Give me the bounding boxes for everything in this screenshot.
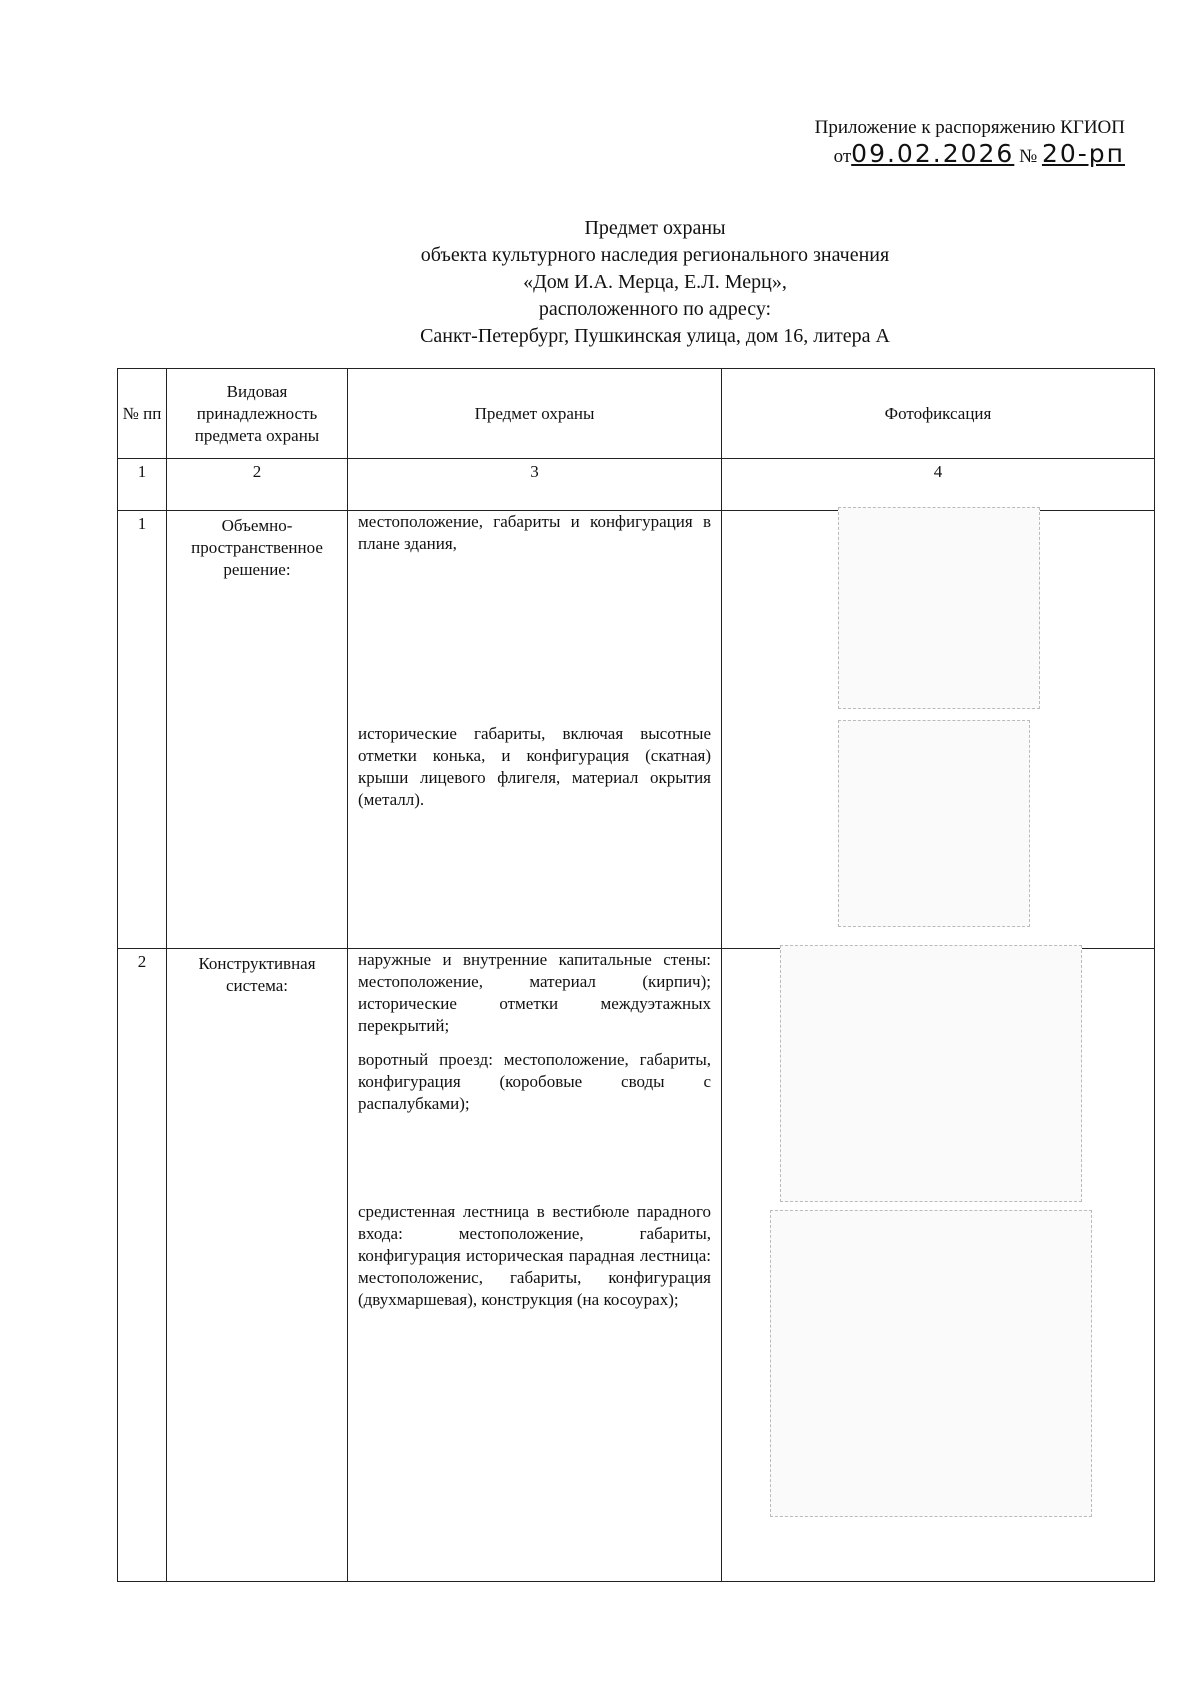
- column-number-row: [118, 459, 1155, 511]
- title-line-4: расположенного по адресу:: [538, 298, 772, 320]
- column-number: 2: [167, 459, 348, 511]
- header-cell-subject: Предмет охраны: [348, 369, 722, 459]
- appendix-header: [815, 115, 1125, 170]
- column-number: 1: [118, 459, 167, 511]
- column-number: 3: [348, 459, 722, 511]
- subject-item: местоположение, габариты и конфигурация в плане здания,: [358, 512, 711, 553]
- subject-item: воротный проезд: местоположение, габариты, конфигурация (коробовые своды с распалубками);: [358, 1050, 711, 1113]
- table-header-row: [118, 369, 1155, 459]
- row-kind: Объемно-пространственное решение:: [167, 511, 348, 949]
- date-value: 09.02.2026: [851, 139, 1015, 168]
- row-kind: Конструктивная система:: [167, 949, 348, 1582]
- header-cell-number: № пп: [118, 369, 167, 459]
- number-prefix: №: [1019, 146, 1038, 167]
- subject-item: исторические габариты, включая высотные отметки конька, и конфигурация (скатная) крыши лицевого флигеля, материал окрытия (металл).: [358, 724, 711, 809]
- header-cell-kind: Видовая принадлежность предмета охраны: [167, 369, 348, 459]
- title-line-3: «Дом И.А. Мерца, Е.Л. Мерц»,: [523, 271, 787, 293]
- appendix-line: Приложение к распоряжению КГИОП: [814, 117, 1125, 138]
- subject-item: средистенная лестница в вестибюле парадного входа: местоположение, габариты, конфигурация историческая парадная лестница: местоположенис, габариты, конфигурация (двухмаршевая), конструкция (на косоурах);: [358, 1202, 711, 1309]
- title-line-5: Санкт-Петербург, Пушкинская улица, дом 16, литера А: [420, 325, 890, 347]
- row-subject: [348, 511, 722, 949]
- photo: [838, 507, 1040, 709]
- subject-item: наружные и внутренние капитальные стены: местоположение, материал (кирпич); исторические отметки междуэтажных перекрытий;: [358, 950, 711, 1035]
- row-number: 1: [118, 511, 167, 949]
- title-line-1: Предмет охраны: [584, 217, 726, 239]
- photo: [780, 945, 1082, 1202]
- order-date-number: [815, 141, 1125, 170]
- photo: [770, 1210, 1092, 1517]
- header-cell-photo: Фотофиксация: [722, 369, 1155, 459]
- row-subject: [348, 949, 722, 1582]
- number-value: 20-рп: [1041, 139, 1125, 168]
- date-prefix: от: [833, 146, 852, 167]
- column-number: 4: [722, 459, 1155, 511]
- document-title: [0, 215, 1200, 350]
- photo: [838, 720, 1030, 927]
- row-number: 2: [118, 949, 167, 1582]
- title-line-2: объекта культурного наследия регионального значения: [420, 244, 890, 266]
